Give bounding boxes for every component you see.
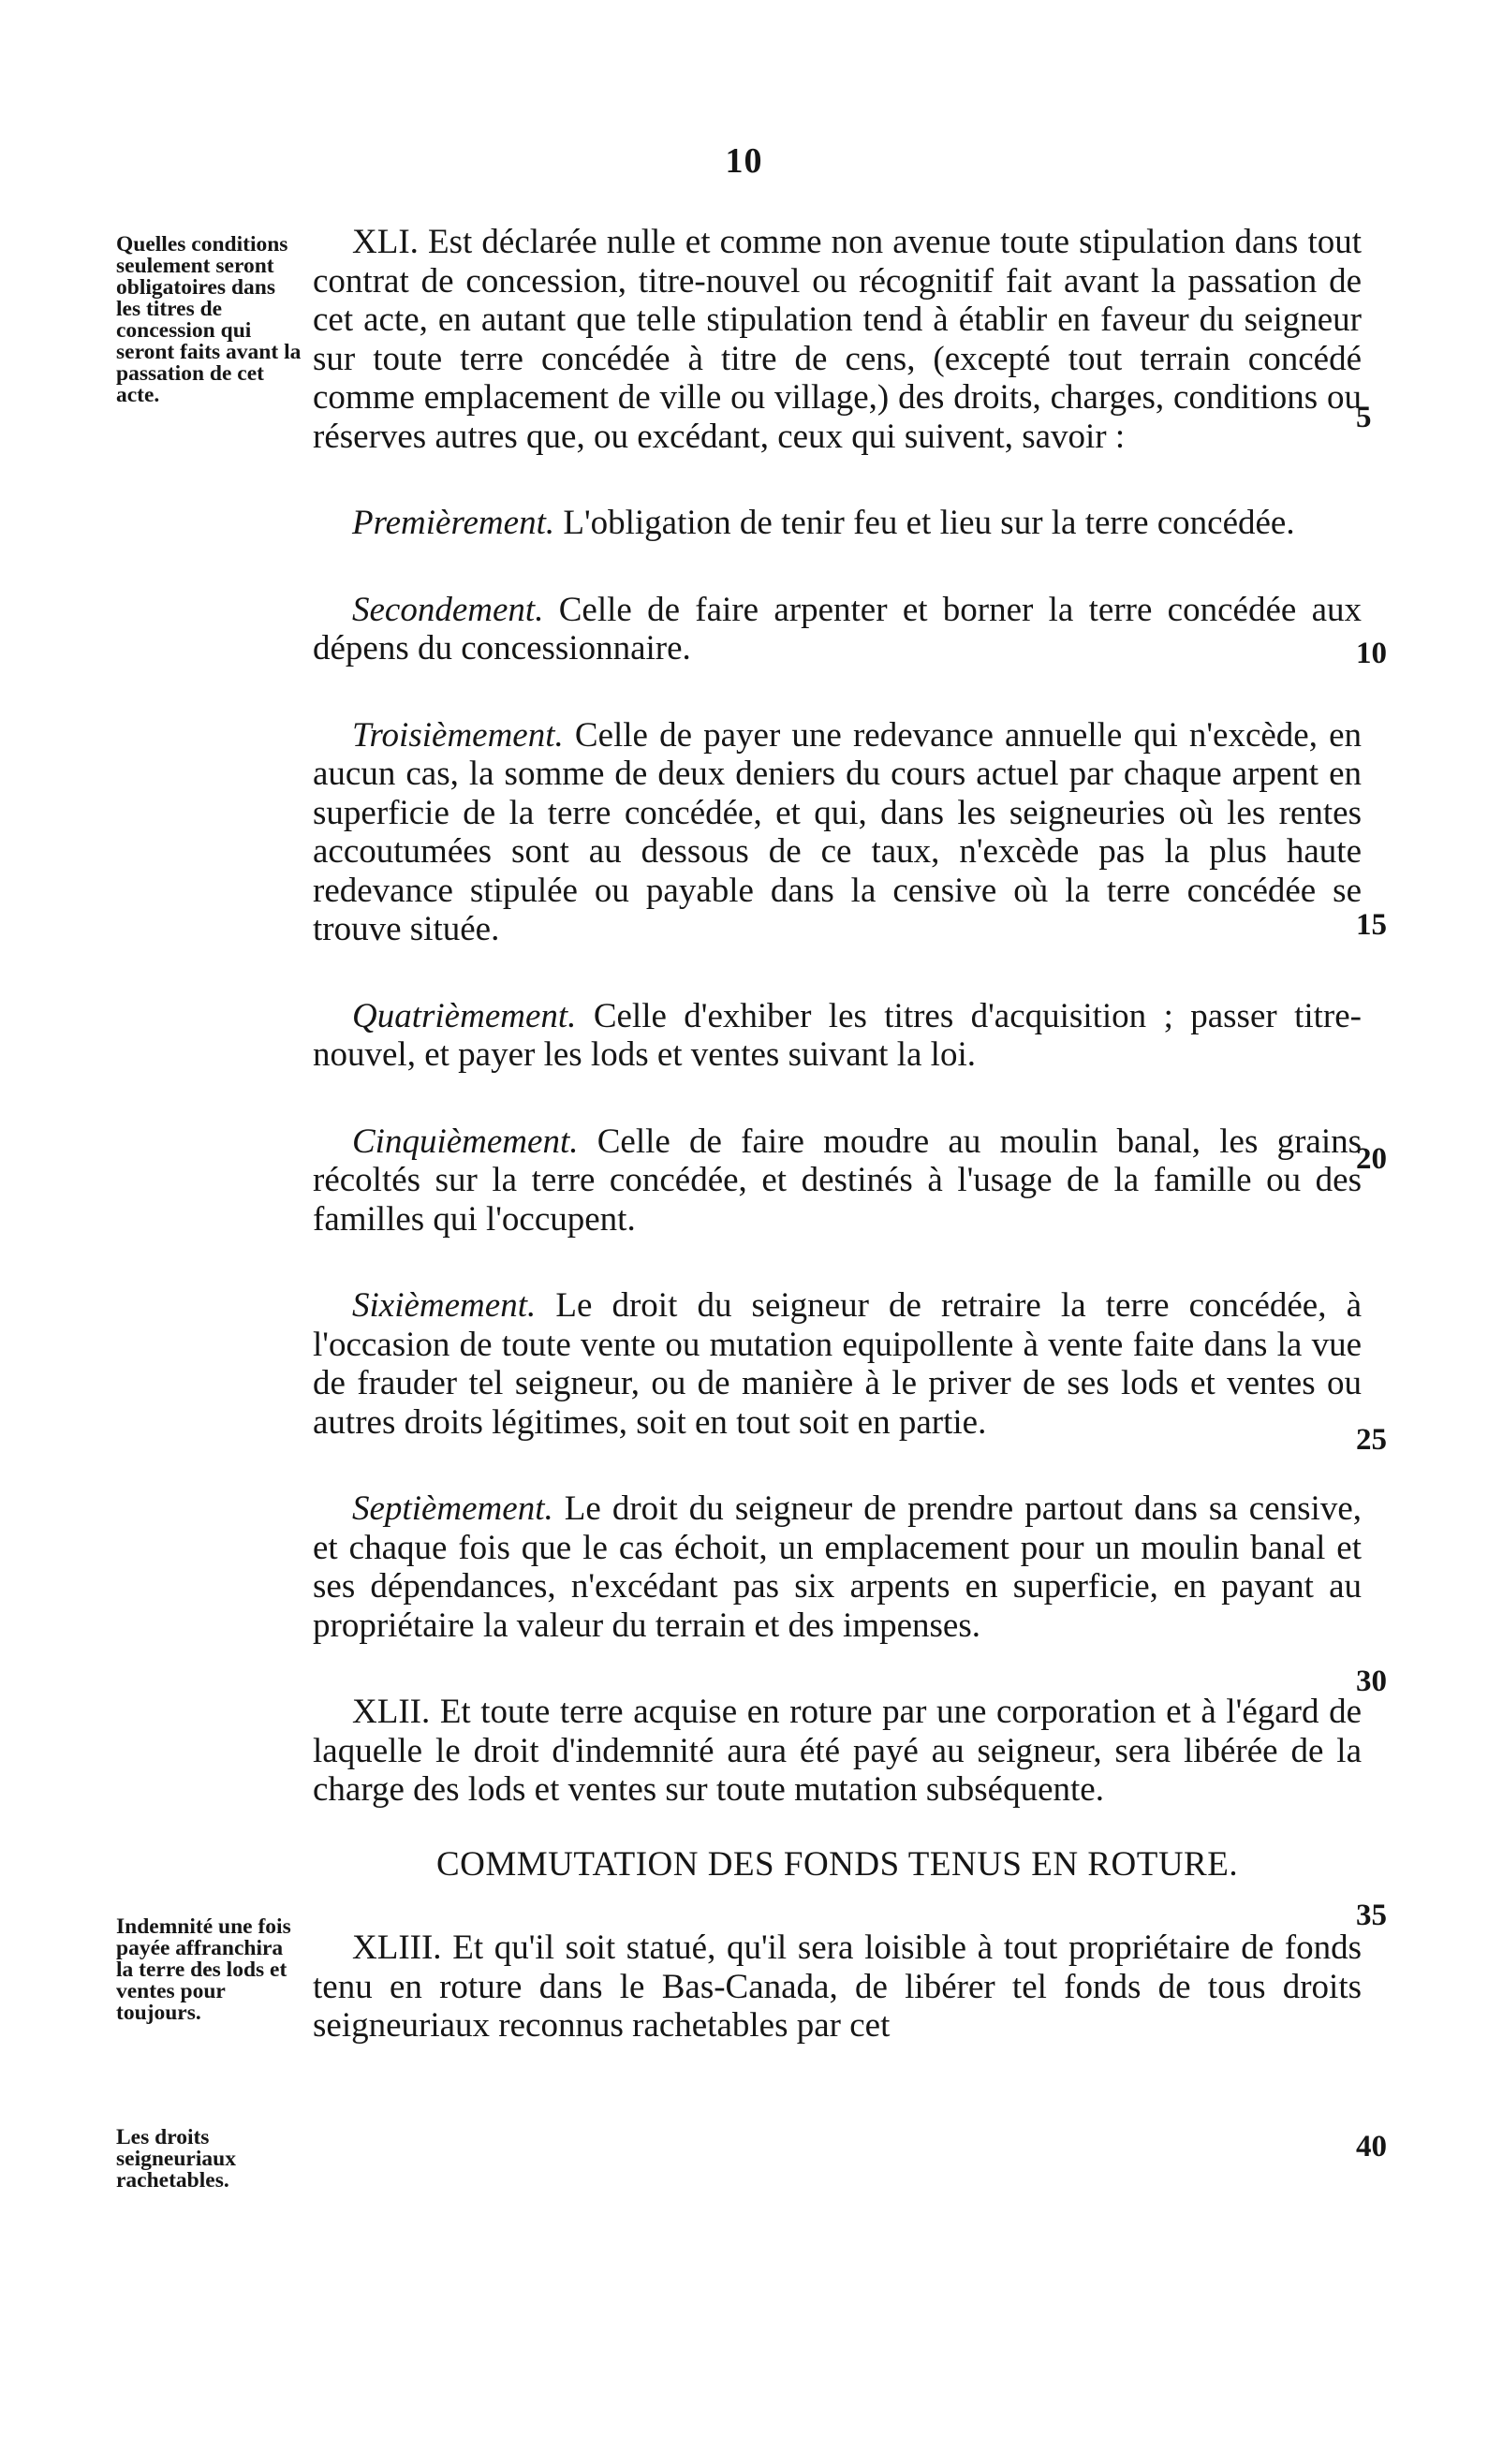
article-42-number: XLII. (352, 1693, 431, 1731)
condition-5-text: Celle de faire moudre au moulin banal, les grains récoltés sur la terre concédée, et destinés à l'usage de la famille ou des familles qui l'occupent. (313, 1122, 1362, 1239)
article-41-number: XLI. (352, 223, 419, 261)
section-heading: COMMUTATION DES FONDS TENUS EN ROTURE. (435, 1844, 1239, 1884)
condition-3-label: Troisièmement. (352, 715, 564, 755)
line-number-20: 20 (1356, 1142, 1387, 1176)
condition-3-text: Celle de payer une redevance annuelle qui n'excède, en aucun cas, la somme de deux deniers du cours actuel par chaque arpent en superficie de la terre concédée, et qui, dans les seigneuries où les rentes accoutumées sont au dessous de ce taux, n'excède pas la plus haute redevance stipulée ou payable dans la censive où la terre concédée se trouve située. (313, 715, 1362, 948)
condition-3 (313, 716, 1362, 949)
main-text (313, 223, 1362, 2093)
condition-5-label: Cinquièmement. (352, 1122, 579, 1161)
condition-7 (313, 1489, 1362, 1645)
condition-2-text: Celle de faire arpenter et borner la terre concédée aux dépens du concessionnaire. (313, 590, 1362, 667)
line-number-25: 25 (1356, 1423, 1387, 1457)
condition-5 (313, 1122, 1362, 1239)
article-42 (313, 1693, 1362, 1810)
margin-note-conditions: Quelles conditions seulement seront obligatoires dans les titres de concession qui seront faits avant la passation de cet acte. (116, 232, 302, 407)
condition-7-text: Le droit du seigneur de prendre partout dans sa censive, et chaque fois que le cas échoit, un emplacement pour un moulin banal et ses dépendances, n'excédant pas six arpents en superficie, en payant au propriétaire la valeur du terrain et des impenses. (313, 1489, 1362, 1645)
article-41-text: Est déclarée nulle et comme non avenue toute stipulation dans tout contrat de concession, titre-nouvel ou récognitif fait avant la passation de cet acte, en autant que telle stipulation tend à établir en faveur du seigneur sur toute terre concédée à titre de cens, (excepté tout terrain concédé comme emplacement de ville ou village,) des droits, charges, conditions ou réserves autres que, ou excédant, ceux qui suivent, savoir : (313, 223, 1362, 456)
article-43-number: XLIII. (352, 1929, 442, 1967)
condition-4-label: Quatrièmement. (352, 996, 577, 1035)
article-42-text: Et toute terre acquise en roture par une corporation et à l'égard de laquelle le droit d'indemnité aura été payé au seigneur, sera libérée de la charge des lods et ventes sur toute mutation subséquente. (313, 1693, 1363, 1809)
condition-4-text: Celle d'exhiber les titres d'acquisition ; passer titre-nouvel, et payer les lods et ventes suivant la loi. (313, 996, 1362, 1074)
line-number-15: 15 (1356, 908, 1387, 942)
margin-note-redeemable-rights: Les droits seigneuriaux rachetables. (116, 2125, 236, 2193)
condition-6-label: Sixièmement. (352, 1286, 537, 1325)
article-41 (313, 223, 1362, 456)
condition-6-text: Le droit du seigneur de retraire la terre concédée, à l'occasion de toute vente ou mutation equipollente à vente faite dans la vue de frauder tel seigneur, ou de manière à le priver de ses lods et ventes ou autres droits légitimes, soit en tout soit en partie. (313, 1286, 1363, 1442)
condition-6 (313, 1286, 1362, 1442)
page-number: 10 (725, 141, 763, 181)
line-number-30: 30 (1356, 1665, 1387, 1698)
condition-1-label: Premièrement. (352, 504, 555, 542)
condition-1-text: L'obligation de tenir feu et lieu sur la terre concédée. (563, 504, 1295, 542)
line-number-40: 40 (1356, 2130, 1387, 2163)
condition-2-label: Secondement. (352, 590, 544, 629)
condition-1 (313, 504, 1362, 543)
line-number-10: 10 (1356, 637, 1387, 670)
article-43 (313, 1929, 1362, 2046)
condition-2 (313, 591, 1362, 668)
margin-note-indemnity: Indemnité une fois payée affranchira la terre des lods et ventes pour toujours. (116, 1914, 291, 2025)
article-43-text: Et qu'il soit statué, qu'il sera loisible à tout propriétaire de fonds tenu en roture dans le Bas-Canada, de libérer tel fonds de tous droits seigneuriaux reconnus rachetables par cet (313, 1929, 1363, 2045)
condition-4 (313, 997, 1362, 1075)
condition-7-label: Septièmement. (352, 1489, 553, 1528)
line-number-5: 5 (1356, 401, 1372, 434)
line-number-35: 35 (1356, 1899, 1387, 1932)
